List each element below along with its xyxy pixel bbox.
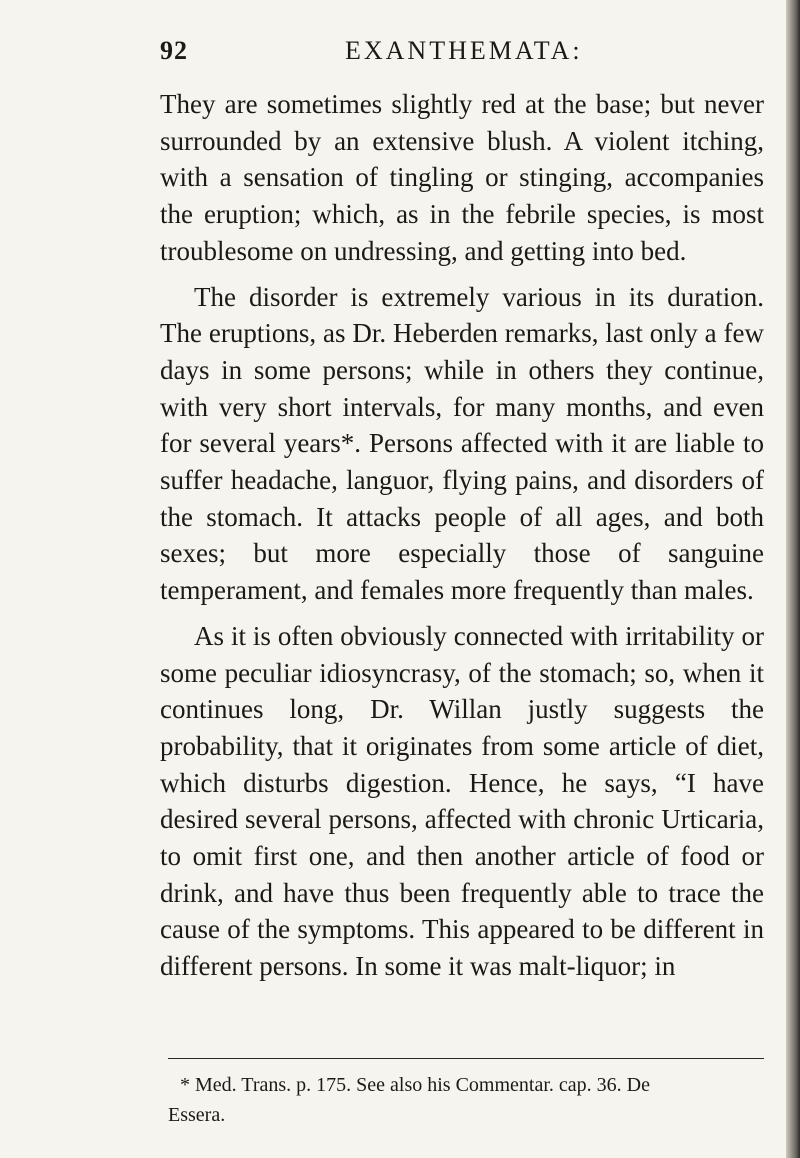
paragraph-stomach: As it is often obviously connected with irritability or some peculiar idiosyncrasy, of the stomach; so, when it continues long, Dr. Willan justly suggests the probability, that it originates from some article of diet, which disturbs digestion. Hence, he says, “I have desired several persons, affected with chronic Urticaria, to omit first one, and then another article of food or drink, and have thus been frequently able to trace the cause of the symptoms. This appeared to be different in different persons. In some it was malt-liquor; in [160, 620, 764, 982]
footnote-line-1: * Med. Trans. p. 175. See also his Commentar. cap. 36. De [180, 1074, 650, 1096]
page-number: 92 [160, 36, 188, 65]
paragraph-duration: The disorder is extremely various in its duration. The eruptions, as Dr. Heberden remarks, last only a few days in some persons; while in others they continue, with very short intervals, for many months, and even for several years*. Persons affected with it are liable to suffer headache, languor, flying pains, and disorders of the stomach. It attacks people of all ages, and both sexes; but more especially those of sanguine temperament, and females more frequently than males. [160, 281, 764, 606]
paragraph-continuation: They are sometimes slightly red at the base; but never surrounded by an extensive blush. A violent itching, with a sensation of tingling or stinging, accompanies the eruption; which, as in the febrile species, is most troublesome on undressing, and getting into bed. [160, 89, 764, 266]
footnote-rule [168, 1058, 764, 1059]
page-edge [786, 0, 800, 1158]
running-head [160, 30, 760, 70]
body-text [160, 86, 764, 994]
footnote-line-2: Essera. [168, 1104, 226, 1126]
footnote [168, 1070, 768, 1130]
running-title: EXANTHEMATA: [345, 36, 583, 65]
